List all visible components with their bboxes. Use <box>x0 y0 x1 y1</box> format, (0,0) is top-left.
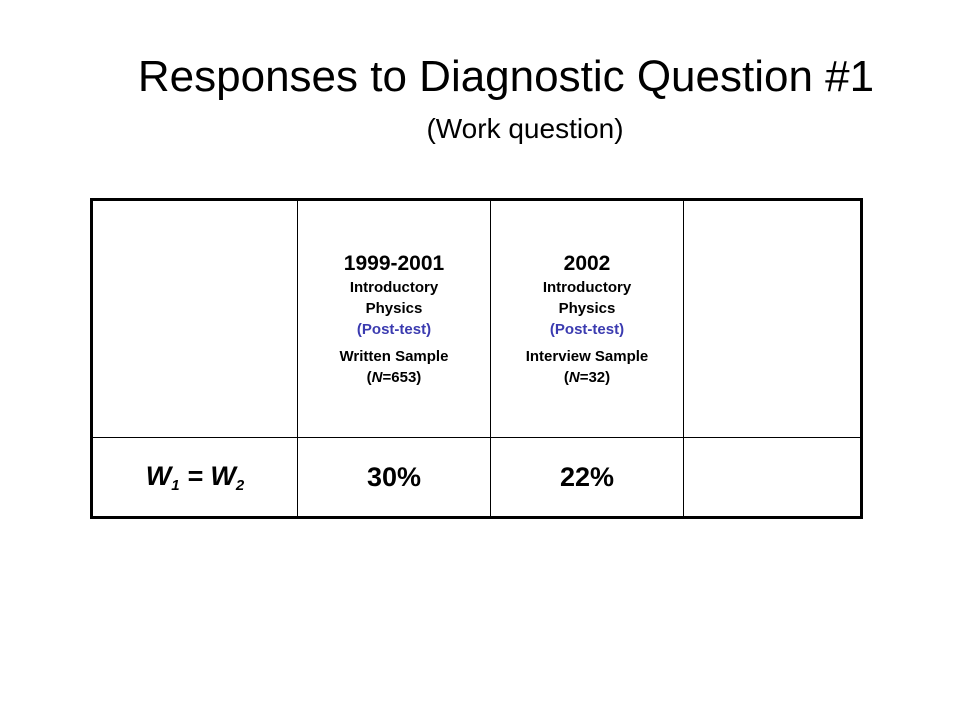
column-course-line1: Introductory <box>349 278 439 296</box>
row-label-cell <box>92 438 298 518</box>
results-table <box>90 198 863 519</box>
value-empty-cell <box>684 438 862 518</box>
header-cell-1999-2001 <box>298 200 491 438</box>
column-course-line1: Introductory <box>542 278 632 296</box>
column-n: (N=653) <box>366 368 422 386</box>
column-sample: Interview Sample <box>525 347 649 365</box>
slide-subtitle: (Work question) <box>426 113 624 144</box>
table-row <box>92 438 862 518</box>
header-empty-cell-right <box>684 200 862 438</box>
column-year: 2002 <box>563 251 611 275</box>
column-course-line2: Physics <box>365 299 423 317</box>
value-2002: 22% <box>559 461 615 492</box>
column-n: (N=32) <box>563 368 611 386</box>
header-empty-cell <box>92 200 298 438</box>
value-cell <box>298 438 491 518</box>
column-year: 1999-2001 <box>343 251 445 275</box>
value-1999-2001: 30% <box>366 461 422 492</box>
value-cell <box>491 438 684 518</box>
header-cell-2002 <box>491 200 684 438</box>
column-test-type: (Post-test) <box>549 320 625 338</box>
column-sample: Written Sample <box>339 347 449 365</box>
column-test-type: (Post-test) <box>356 320 432 338</box>
row-label: $W_1 = W_2$ <box>145 460 245 494</box>
table-header-row <box>92 200 862 438</box>
slide-title: Responses to Diagnostic Question #1 <box>137 52 875 101</box>
column-course-line2: Physics <box>558 299 616 317</box>
